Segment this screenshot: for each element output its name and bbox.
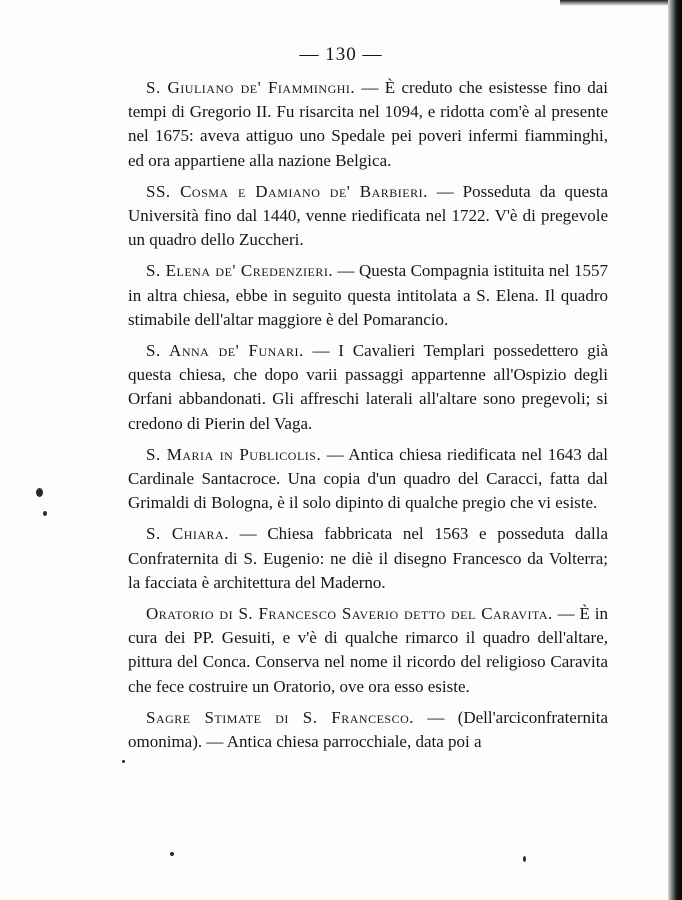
page-body: [128, 76, 608, 761]
church-name: Sagre Stimate di S. Francesco.: [146, 707, 415, 727]
ink-speck: [36, 488, 43, 497]
page-number: — 130 —: [299, 44, 383, 65]
church-name: SS. Cosma e Damiano de' Barbieri.: [146, 181, 428, 201]
church-description: — Questa Compagnia istituita nel 1557 in altra chiesa, ebbe in seguito questa intitolata a S. Elena. Il quadro stimabile dell'altar maggiore è del Pomarancio.: [128, 261, 608, 329]
church-name: Oratorio di S. Francesco Saverio detto del Caravita.: [146, 604, 553, 624]
church-description: — È in cura dei PP. Gesuiti, e v'è di qualche rimarco il quadro dell'altare, pittura del Conca. Conserva nel nome il ricordo del religioso Caravita che fece costruire un Oratorio, ove ora esso esiste.: [128, 604, 608, 696]
church-description: — Antica chiesa riedificata nel 1643 dal Cardinale Santacroce. Una copia d'un quadro del Caracci, fatta dal Grimaldi di Bologna, è il solo dipinto di qualche pregio che vi esiste.: [128, 444, 608, 513]
church-entry: [128, 259, 608, 332]
ink-speck: [170, 852, 174, 856]
ink-speck: [523, 856, 526, 862]
page-right-edge-shadow: [668, 0, 682, 900]
church-entry: [128, 706, 608, 754]
church-entry: [128, 180, 608, 253]
church-entry: [128, 443, 608, 516]
church-description: — Posseduta da questa Università fino dal 1440, venne riedificata nel 1722. V'è di pregevole un quadro dello Zuccheri.: [128, 181, 608, 250]
church-entry: [128, 602, 608, 699]
church-description: — È creduto che esistesse fino dai tempi di Gregorio II. Fu risarcita nel 1094, e ridotta com'è al presente nel 1675: aveva attiguo uno Spedale pei poveri infermi fiamminghi, ed ora appartiene alla nazione Belgica.: [128, 78, 608, 170]
church-name: S. Elena de' Credenzieri.: [146, 261, 334, 281]
church-name: S. Chiara.: [146, 524, 229, 544]
ink-speck: [43, 511, 47, 516]
church-name: S. Giuliano de' Fiamminghi.: [146, 78, 356, 97]
church-entry: [128, 522, 608, 595]
church-name: S. Anna de' Funari.: [146, 341, 304, 361]
church-description: — (Dell'arciconfraternita omonima). — Antica chiesa parrocchiale, data poi a: [128, 707, 608, 752]
church-name: S. Maria in Publicolis.: [146, 444, 322, 464]
church-description: — Chiesa fabbricata nel 1563 e posseduta dalla Confraternita di S. Eugenio: ne diè il disegno Francesco da Volterra; la facciata è architettura del Maderno.: [128, 524, 608, 592]
church-description: — I Cavalieri Templari possedettero già questa chiesa, che dopo varii passaggi appartenne all'Ospizio degli Orfani abbandonati. Gli affreschi laterali all'altare sono pregevoli; si credono di Pierin del Vaga.: [128, 341, 608, 433]
page-top-shadow: [560, 0, 682, 6]
church-entry: [128, 339, 608, 436]
ink-speck: [122, 760, 125, 763]
church-entry: [128, 76, 608, 173]
